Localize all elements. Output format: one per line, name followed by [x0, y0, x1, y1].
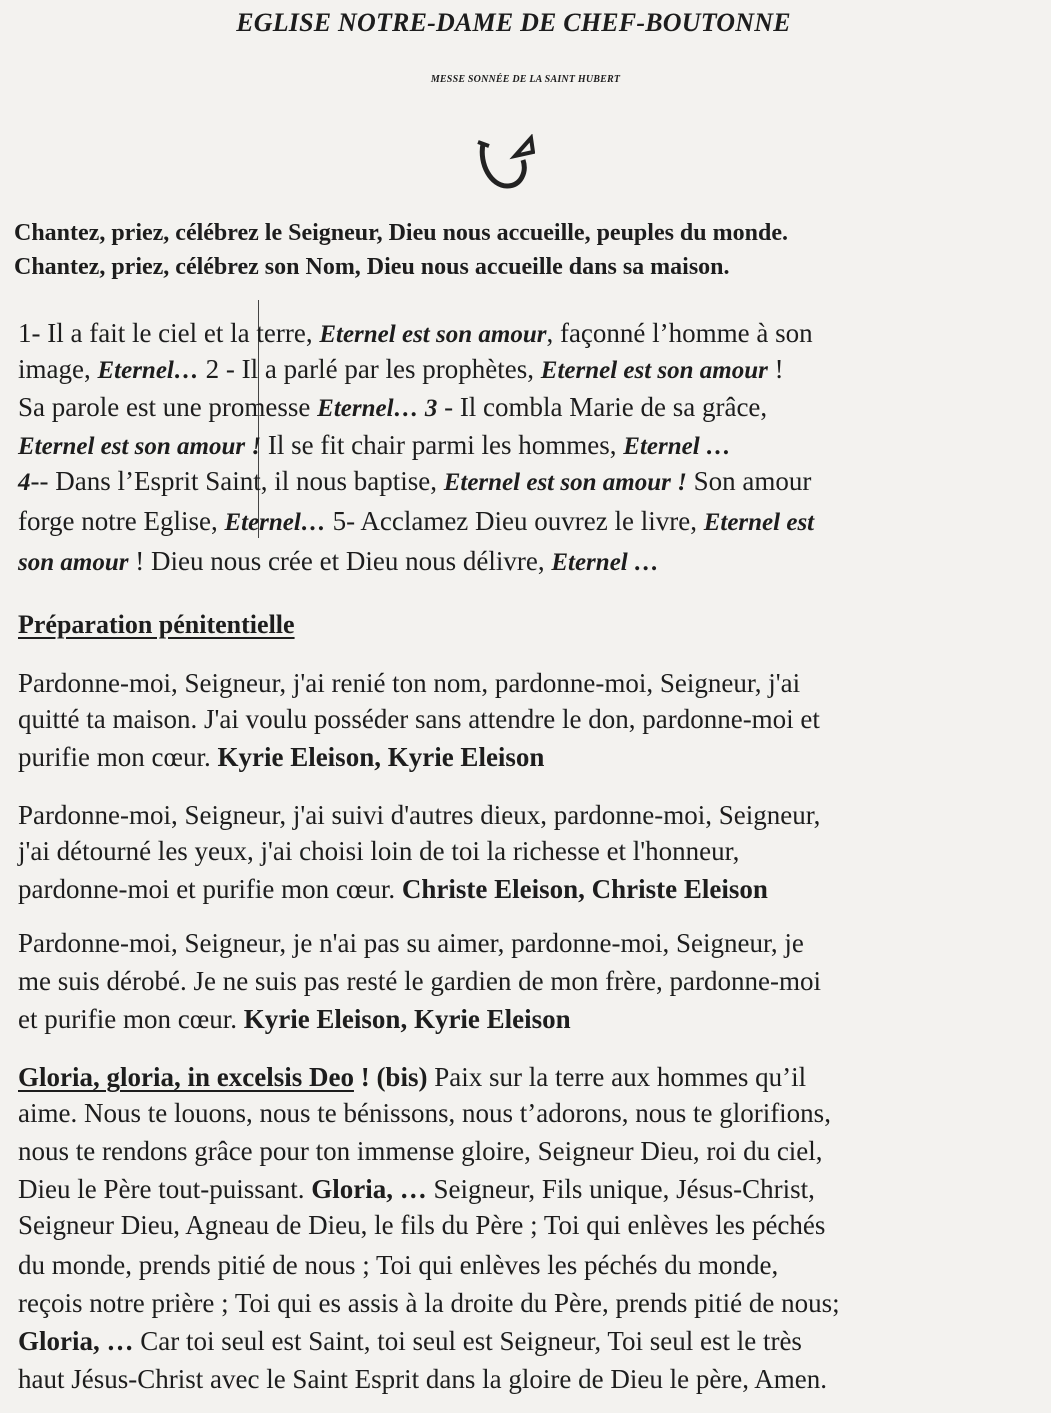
- couplet-line: 1- Il a fait le ciel et la terre, Eternel est son amour, façonné l’homme à son: [18, 318, 813, 348]
- gloria-line: Seigneur Dieu, Agneau de Dieu, le fils du Père ; Toi qui enlèves les péchés: [18, 1210, 826, 1240]
- prayer-line: Pardonne-moi, Seigneur, j'ai renié ton nom, pardonne-moi, Seigneur, j'ai: [18, 668, 801, 698]
- section-heading-penitential: Préparation pénitentielle: [18, 610, 295, 639]
- gloria-line: aime. Nous te louons, nous te bénissons, nous t’adorons, nous te glorifions,: [18, 1098, 831, 1128]
- gloria-line: Gloria, gloria, in excelsis Deo ! (bis) Paix sur la terre aux hommes qu’il: [18, 1062, 807, 1092]
- couplet-line: Sa parole est une promesse Eternel… 3 - Il combla Marie de sa grâce,: [18, 392, 768, 422]
- gloria-line: Dieu le Père tout-puissant. Gloria, … Seigneur, Fils unique, Jésus-Christ,: [18, 1174, 815, 1204]
- couplet-line: forge notre Eglise, Eternel… 5- Acclamez Dieu ouvrez le livre, Eternel est: [18, 506, 815, 536]
- prayer-line: Pardonne-moi, Seigneur, je n'ai pas su aimer, pardonne-moi, Seigneur, je: [18, 928, 804, 958]
- gloria-line: nous te rendons grâce pour ton immense gloire, Seigneur Dieu, roi du ciel,: [18, 1136, 823, 1166]
- prayer-line: quitté ta maison. J'ai voulu posséder sans attendre le don, pardonne-moi et: [18, 704, 820, 734]
- couplet-line: Eternel est son amour ! Il se fit chair parmi les hommes, Eternel …: [18, 430, 731, 460]
- gloria-line: haut Jésus-Christ avec le Saint Esprit dans la gloire de Dieu le père, Amen.: [18, 1364, 828, 1394]
- prayer-line: me suis dérobé. Je ne suis pas resté le gardien de mon frère, pardonne-moi: [18, 966, 821, 996]
- gloria-line: reçois notre prière ; Toi qui es assis à la droite du Père, prends pitié de nous;: [18, 1288, 840, 1318]
- refrain-line-2: Chantez, priez, célébrez son Nom, Dieu nous accueille dans sa maison.: [14, 254, 730, 280]
- prayer-line: purifie mon cœur. Kyrie Eleison, Kyrie Eleison: [18, 742, 545, 772]
- hunting-horn-icon: [475, 134, 535, 196]
- page-subtitle: MESSE SONNÉE DE LA SAINT HUBERT: [430, 74, 621, 85]
- refrain-line-1: Chantez, priez, célébrez le Seigneur, Dieu nous accueille, peuples du monde.: [14, 220, 788, 246]
- prayer-line: et purifie mon cœur. Kyrie Eleison, Kyrie Eleison: [18, 1004, 571, 1034]
- gloria-line: Gloria, … Car toi seul est Saint, toi seul est Seigneur, Toi seul est le très: [18, 1326, 802, 1356]
- page-title: EGLISE NOTRE-DAME DE CHEF-BOUTONNE: [236, 8, 791, 37]
- prayer-line: Pardonne-moi, Seigneur, j'ai suivi d'autres dieux, pardonne-moi, Seigneur,: [18, 800, 821, 830]
- gloria-line: du monde, prends pitié de nous ; Toi qui enlèves les péchés du monde,: [18, 1250, 779, 1280]
- prayer-line: pardonne-moi et purifie mon cœur. Christe Eleison, Christe Eleison: [18, 874, 768, 904]
- couplet-line: image, Eternel… 2 - Il a parlé par les prophètes, Eternel est son amour !: [18, 354, 784, 384]
- prayer-line: j'ai détourné les yeux, j'ai choisi loin de toi la richesse et l'honneur,: [18, 836, 740, 866]
- couplet-line: 4-- Dans l’Esprit Saint, il nous baptise, Eternel est son amour ! Son amour: [18, 466, 812, 496]
- couplet-line: son amour ! Dieu nous crée et Dieu nous délivre, Eternel …: [18, 546, 659, 576]
